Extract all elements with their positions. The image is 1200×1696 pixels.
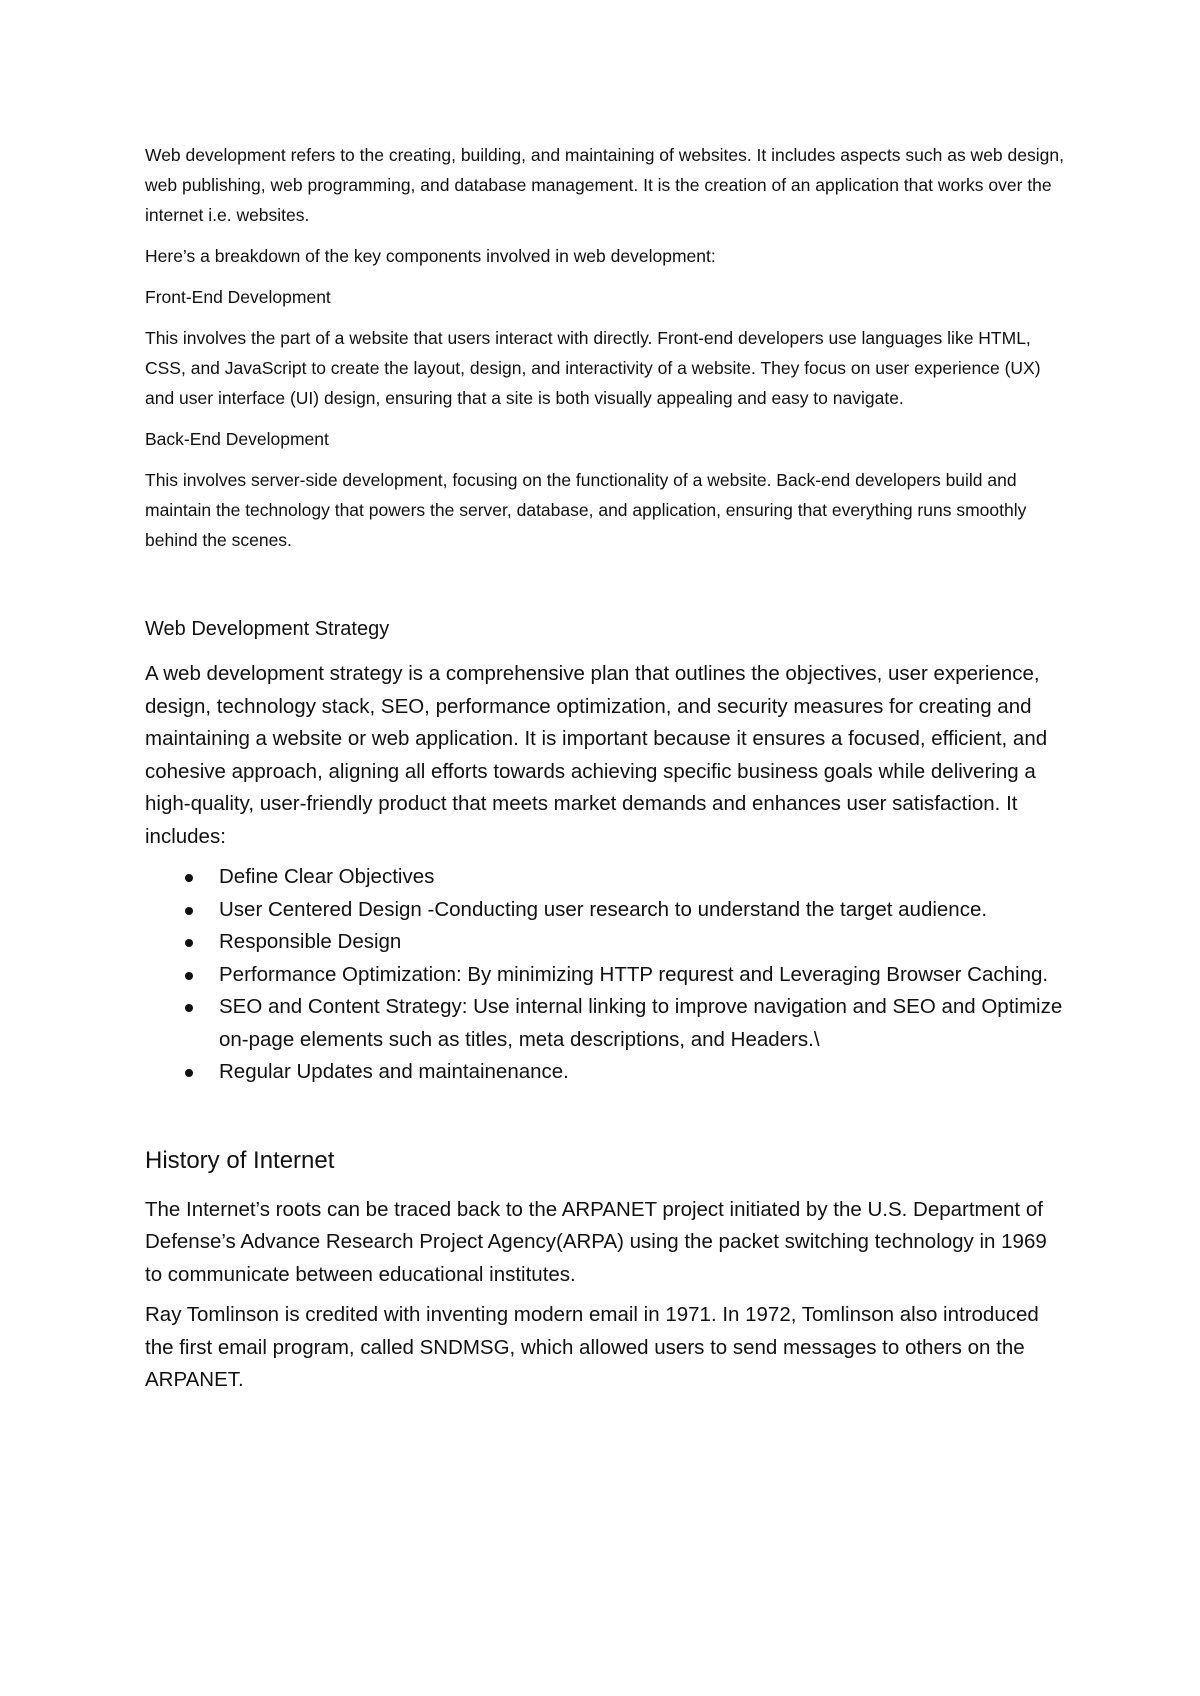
bullet-icon: [185, 1004, 193, 1012]
front-end-paragraph: This involves the part of a website that users interact with directly. Front-end developers use languages like HTML, CSS, and JavaScript to create the layout, design, and interactivity of a website. They focus on user experience (UX) and user interface (UI) design, ensuring that a site is both visually appealing and easy to navigate.: [145, 328, 1041, 408]
history-paragraph-email: Ray Tomlinson is credited with inventing modern email in 1971. In 1972, Tomlinson also introduced the first email program, called SNDMSG, which allowed users to send messages to others on the ARPANET.: [145, 1303, 1039, 1391]
document-page: [145, 140, 1065, 1405]
list-item: [145, 991, 1065, 1056]
strategy-paragraph: A web development strategy is a comprehensive plan that outlines the objectives, user experience, design, technology stack, SEO, performance optimization, and security measures for creating and maintaining a website or web application. It is important because it ensures a focused, efficient, and cohesive approach, aligning all efforts towards achieving specific business goals while delivering a high-quality, user-friendly product that meets market demands and enhances user satisfaction. It includes:: [145, 662, 1048, 848]
front-end-heading: Front-End Development: [145, 287, 331, 307]
intro-breakdown-paragraph: Here’s a breakdown of the key components involved in web development:: [145, 246, 716, 266]
section-spacer: [145, 566, 1065, 614]
bullet-icon: [185, 874, 193, 882]
bullet-icon: [185, 1069, 193, 1077]
list-item-text: Regular Updates and maintainenance.: [219, 1060, 569, 1083]
list-item: [145, 1056, 1065, 1089]
strategy-heading: Web Development Strategy: [145, 618, 390, 640]
bullet-icon: [185, 972, 193, 980]
list-item-text: User Centered Design -Conducting user research to understand the target audience.: [219, 897, 988, 921]
bullet-icon: [185, 907, 193, 915]
back-end-heading: Back-End Development: [145, 429, 329, 449]
bullet-icon: [185, 939, 193, 947]
list-item: [145, 926, 1065, 959]
list-item-text: SEO and Content Strategy: Use internal linking to improve navigation and SEO and Optimize on-page elements such as titles, meta descriptions, and Headers.\: [219, 995, 1063, 1051]
history-heading: History of Internet: [145, 1146, 335, 1174]
list-item-text: Responsible Design: [219, 930, 402, 953]
list-item-text: Performance Optimization: By minimizing HTTP requrest and Leveraging Browser Caching.: [219, 962, 1049, 986]
strategy-list: [145, 861, 1065, 1089]
section-spacer: [145, 1089, 1065, 1144]
back-end-paragraph: This involves server-side development, focusing on the functionality of a website. Back-end developers build and maintain the technology that powers the server, database, and application, ensuring that everything runs smoothly behind the scenes.: [145, 470, 1027, 550]
intro-paragraph: Web development refers to the creating, building, and maintaining of websites. It includes aspects such as web design, web publishing, web programming, and database management. It is the creation of an application that works over the internet i.e. websites.: [145, 145, 1064, 225]
history-paragraph-arpanet: The Internet’s roots can be traced back to the ARPANET project initiated by the U.S. Department of Defense’s Advance Research Project Agency(ARPA) using the packet switching technology in 1969 to communicate between educational institutes.: [145, 1197, 1047, 1286]
list-item: [145, 861, 1065, 894]
list-item-text: Define Clear Objectives: [219, 865, 435, 888]
list-item: [145, 959, 1065, 992]
list-item: [145, 894, 1065, 927]
